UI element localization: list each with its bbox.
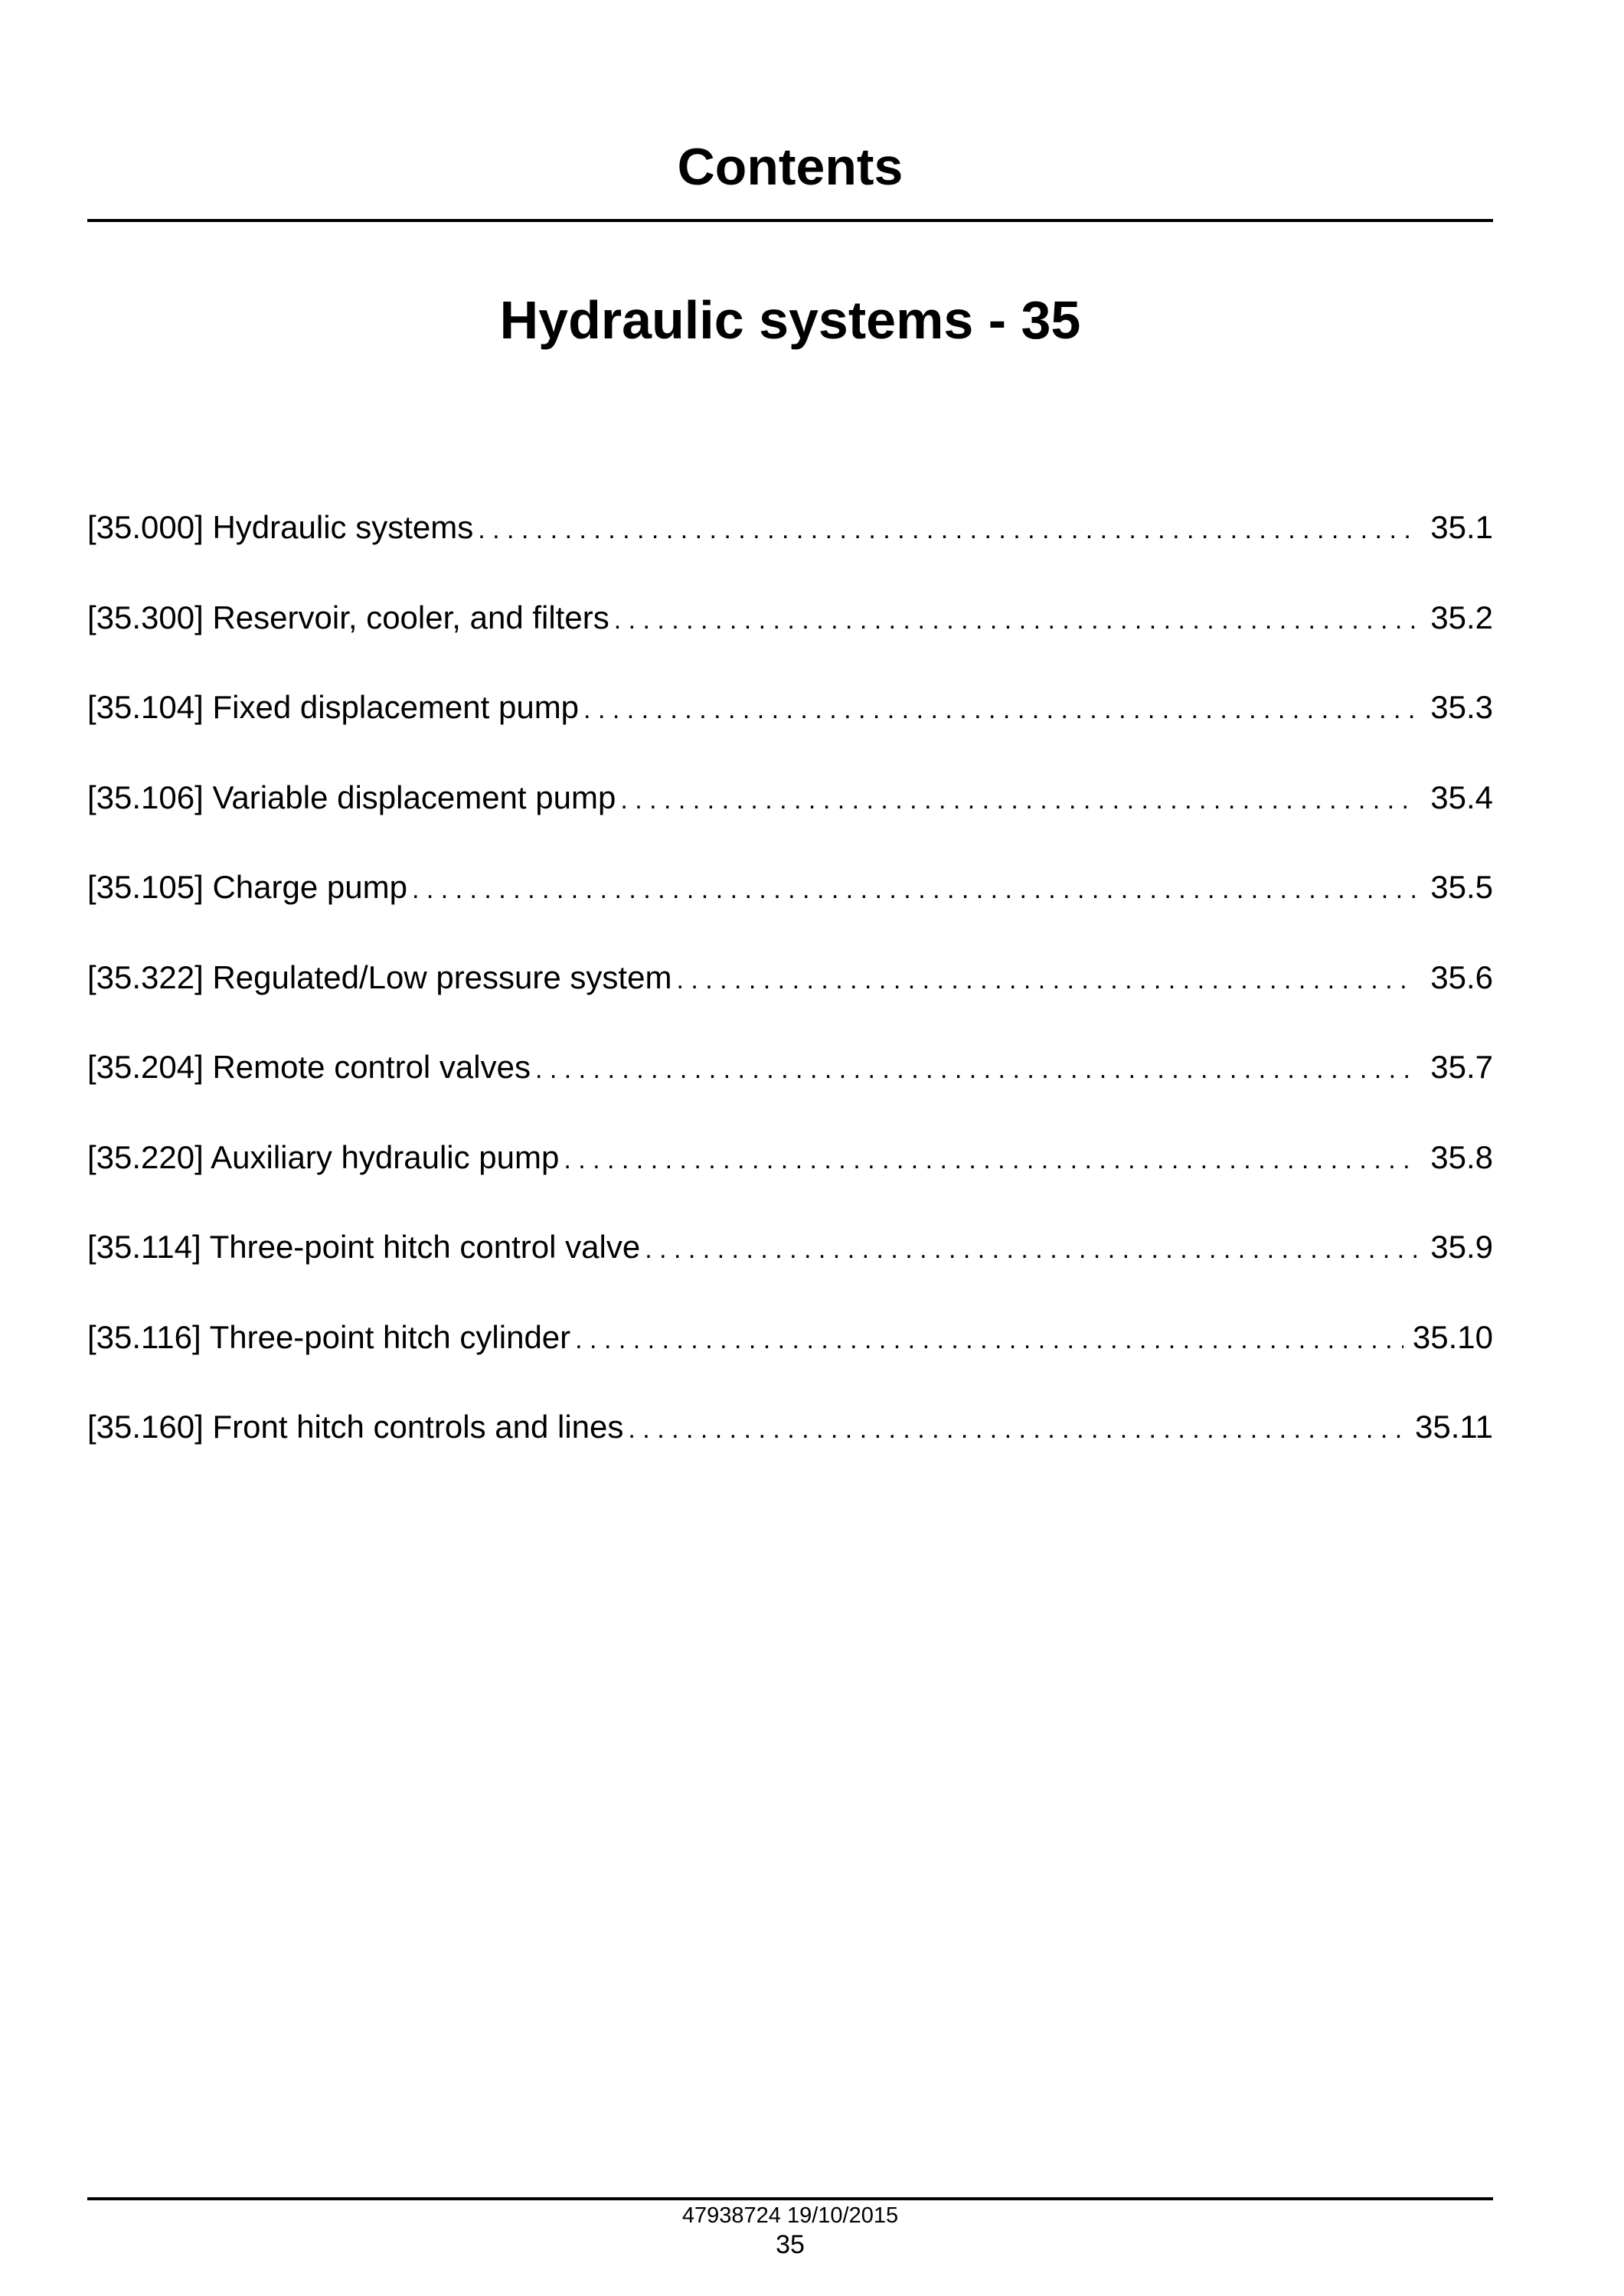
page-title: Contents xyxy=(677,138,903,196)
dot-leader xyxy=(676,955,1417,1005)
footer-page-number: 35 xyxy=(776,2230,805,2259)
toc-entry-label: [35.322] Regulated/Low pressure system xyxy=(87,959,672,995)
toc-entry-label: [35.220] Auxiliary hydraulic pump xyxy=(87,1138,560,1175)
toc-entry-page: 35.9 xyxy=(1430,1229,1493,1265)
dot-leader xyxy=(478,505,1417,555)
dot-leader xyxy=(564,1135,1417,1185)
footer-document-code: 47938724 19/10/2015 xyxy=(681,2203,899,2228)
toc-entry-label: [35.204] Remote control valves xyxy=(87,1049,531,1085)
section-title: Hydraulic systems - 35 xyxy=(499,290,1081,350)
toc-entry-35-322[interactable] xyxy=(87,952,1493,1043)
toc-entry-page: 35.6 xyxy=(1430,959,1493,995)
toc-entry-label: [35.114] Three-point hitch control valve xyxy=(87,1229,641,1265)
footer-divider xyxy=(87,2197,1493,2200)
dot-leader xyxy=(628,1404,1406,1455)
dot-leader xyxy=(575,1315,1403,1365)
dot-leader xyxy=(583,684,1417,735)
toc-entry-page: 35.3 xyxy=(1430,689,1493,725)
toc-entry-label: [35.000] Hydraulic systems xyxy=(87,509,474,545)
table-of-contents xyxy=(87,502,1493,1492)
toc-entry-35-204[interactable] xyxy=(87,1042,1493,1132)
toc-entry-label: [35.105] Charge pump xyxy=(87,869,407,905)
toc-entry-35-104[interactable] xyxy=(87,682,1493,772)
toc-entry-35-116[interactable] xyxy=(87,1312,1493,1403)
toc-entry-35-220[interactable] xyxy=(87,1132,1493,1223)
toc-entry-35-160[interactable] xyxy=(87,1402,1493,1492)
toc-entry-35-300[interactable] xyxy=(87,593,1493,683)
dot-leader xyxy=(620,775,1417,825)
toc-entry-page: 35.8 xyxy=(1430,1138,1493,1175)
dot-leader xyxy=(412,864,1417,915)
toc-entry-35-114[interactable] xyxy=(87,1222,1493,1312)
toc-entry-35-106[interactable] xyxy=(87,772,1493,863)
toc-entry-page: 35.5 xyxy=(1430,869,1493,905)
dot-leader xyxy=(645,1224,1417,1275)
dot-leader xyxy=(614,595,1417,645)
toc-entry-page: 35.1 xyxy=(1430,509,1493,545)
toc-entry-page: 35.11 xyxy=(1415,1409,1493,1445)
toc-entry-label: [35.106] Variable displacement pump xyxy=(87,779,616,815)
toc-entry-page: 35.10 xyxy=(1412,1318,1493,1355)
toc-entry-label: [35.104] Fixed displacement pump xyxy=(87,689,580,725)
toc-entry-label: [35.300] Reservoir, cooler, and filters xyxy=(87,599,609,635)
dot-leader xyxy=(535,1044,1417,1095)
toc-entry-page: 35.2 xyxy=(1430,599,1493,635)
header-divider xyxy=(87,219,1493,222)
toc-entry-35-105[interactable] xyxy=(87,862,1493,952)
toc-entry-label: [35.116] Three-point hitch cylinder xyxy=(87,1318,571,1355)
toc-entry-page: 35.7 xyxy=(1430,1049,1493,1085)
toc-entry-label: [35.160] Front hitch controls and lines xyxy=(87,1409,624,1445)
toc-entry-page: 35.4 xyxy=(1430,779,1493,815)
toc-entry-35-000[interactable] xyxy=(87,502,1493,593)
